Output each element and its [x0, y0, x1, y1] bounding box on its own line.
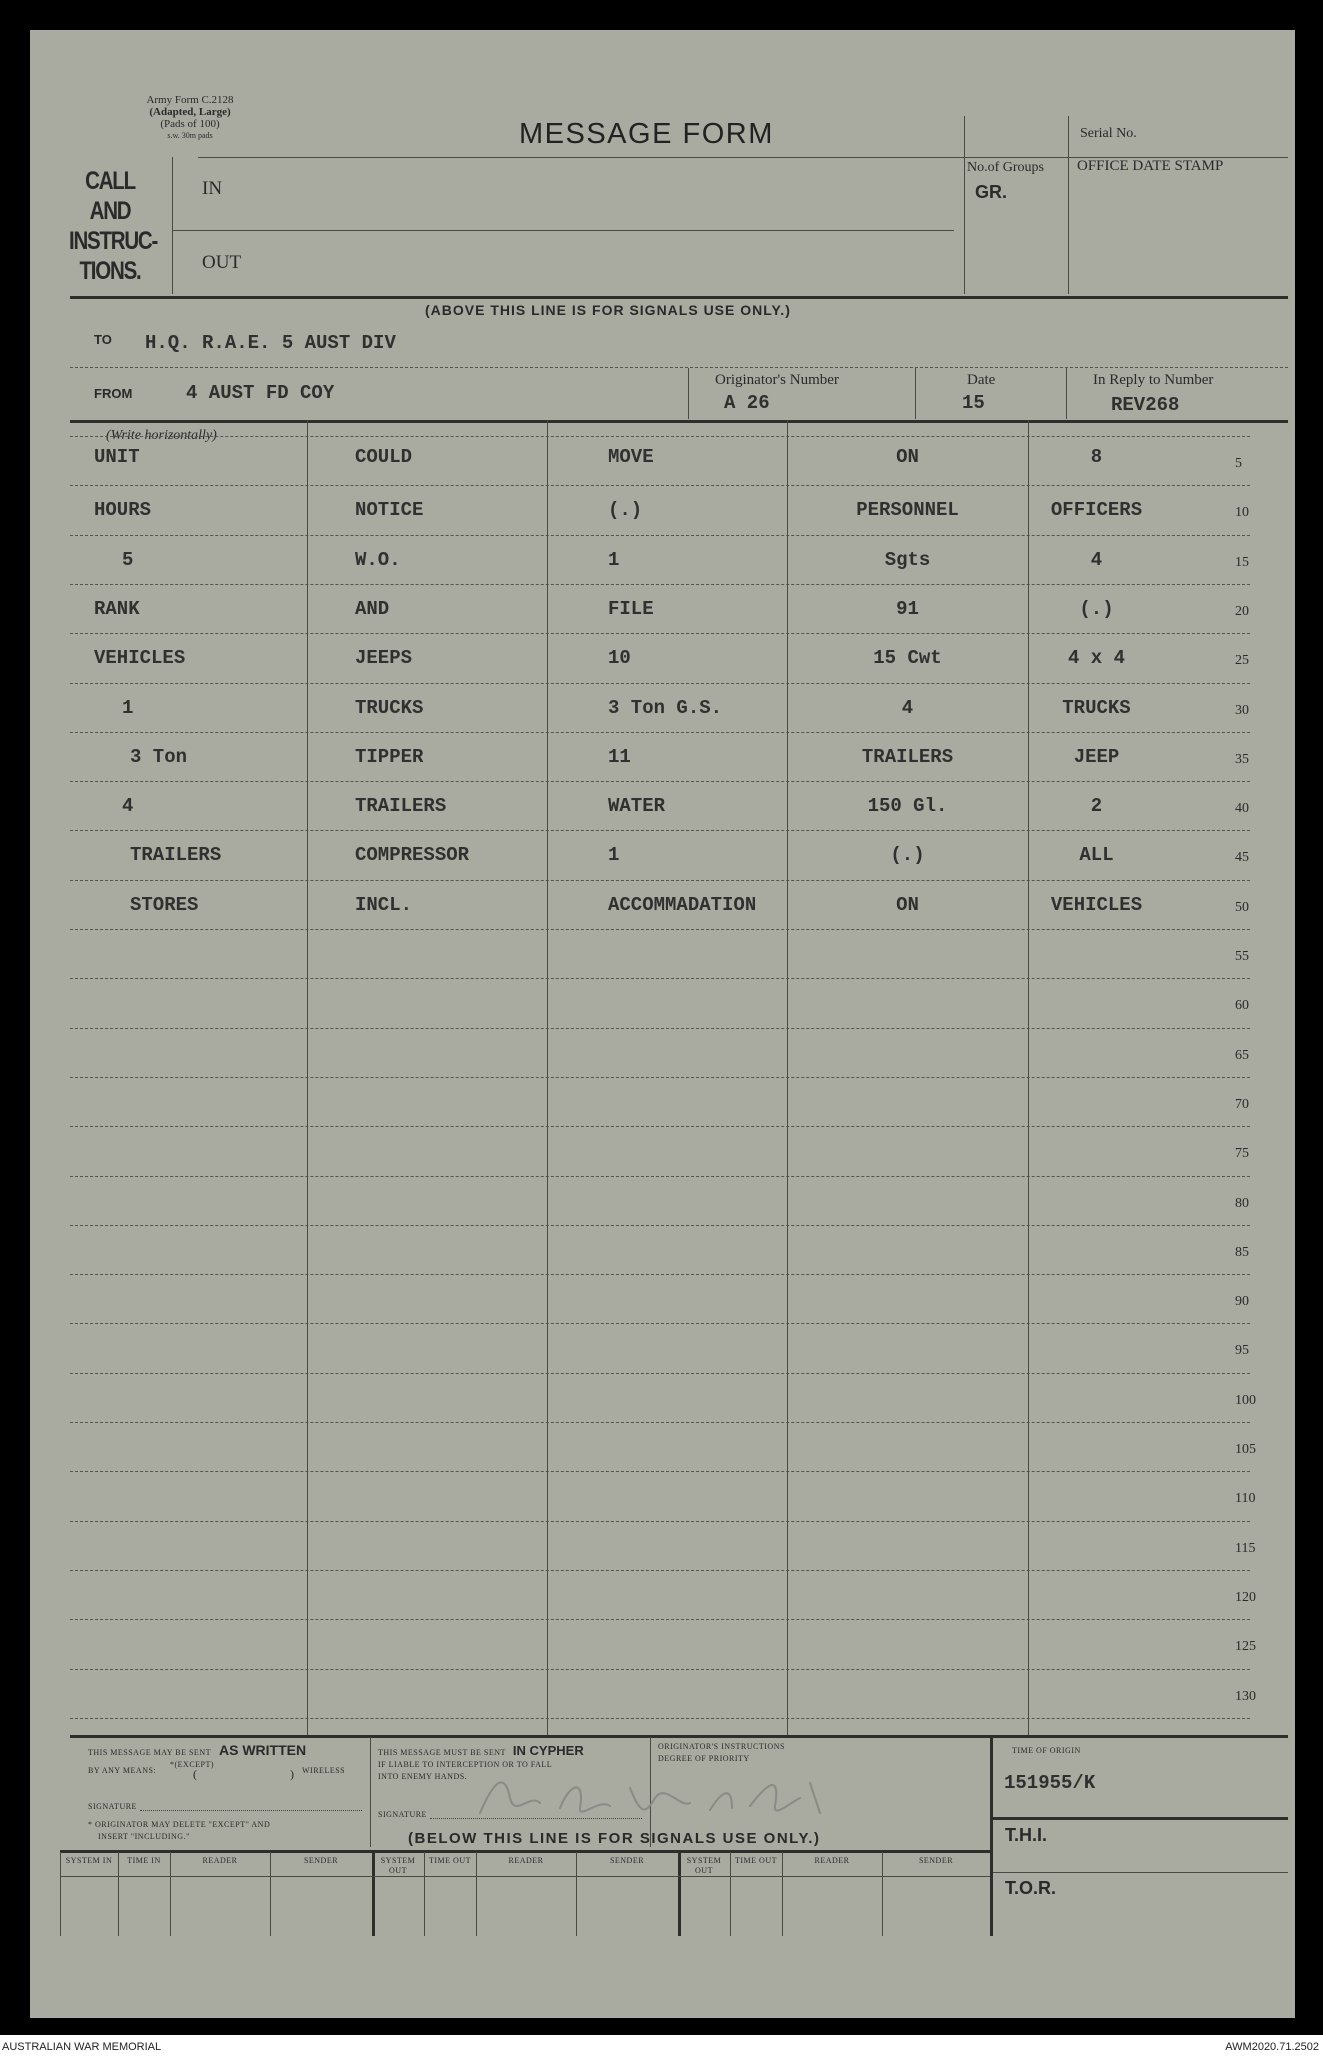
- message-cell: 4 x 4: [1067, 647, 1125, 669]
- message-cell: 15 Cwt: [873, 647, 942, 669]
- by-any-means: BY ANY MEANS:: [88, 1766, 157, 1775]
- system-table-divider: [424, 1852, 425, 1936]
- signature-label-1: SIGNATURE: [88, 1802, 137, 1811]
- message-cell: VEHICLES: [1050, 894, 1143, 916]
- message-cell: TRAILERS: [355, 795, 447, 817]
- line-number: 45: [1235, 850, 1249, 865]
- reply-number-label: In Reply to Number: [1093, 372, 1214, 388]
- system-table-divider: [576, 1852, 577, 1936]
- grid-rule: [70, 1225, 1250, 1226]
- line-number: 15: [1235, 555, 1249, 570]
- call-line-2: AND: [89, 197, 131, 225]
- message-cell: AND: [355, 598, 390, 620]
- cypher-text-c: IF LIABLE TO INTERCEPTION OR TO FALL: [378, 1760, 553, 1769]
- message-form-sheet: [30, 30, 1295, 2018]
- system-table-header-rule: [60, 1876, 990, 1877]
- message-cell: (.): [1079, 598, 1114, 620]
- system-table-divider: [476, 1852, 477, 1936]
- message-cell: 11: [608, 746, 631, 768]
- archive-footer: [0, 2035, 1323, 2061]
- system-table-divider: [730, 1852, 731, 1936]
- system-table-divider: [882, 1852, 883, 1936]
- army-form-label: Army Form C.2128: [146, 94, 234, 106]
- message-cell: TRUCKS: [355, 697, 424, 719]
- system-table-header: SENDER: [918, 1856, 954, 1865]
- adapted-label: (Adapted, Large): [149, 106, 231, 118]
- system-table-header: SYSTEM OUT: [380, 1856, 416, 1875]
- message-cell: OFFICERS: [1050, 499, 1143, 521]
- message-cell: 8: [1090, 446, 1103, 468]
- system-table-divider: [782, 1852, 783, 1936]
- message-cell: 3 Ton: [130, 746, 188, 768]
- grid-rule: [70, 978, 1250, 979]
- cypher-text-b: IN CYPHER: [512, 1743, 584, 1758]
- reply-number-value: REV268: [1111, 394, 1180, 416]
- line-number: 90: [1235, 1294, 1249, 1309]
- message-cell: TRUCKS: [1062, 697, 1131, 719]
- call-line-3: INSTRUC-: [69, 227, 158, 255]
- line-number: 75: [1235, 1146, 1249, 1161]
- except-label: *(EXCEPT): [170, 1760, 215, 1769]
- pads-note: s.w. 30m pads: [167, 131, 213, 140]
- to-label: TO: [94, 332, 112, 347]
- line-number: 105: [1235, 1442, 1256, 1457]
- from-label: FROM: [94, 386, 133, 401]
- line-number: 110: [1235, 1491, 1256, 1506]
- line-number: 5: [1235, 456, 1242, 471]
- grid-rule: [70, 535, 1250, 536]
- message-cell: JEEPS: [355, 647, 413, 669]
- footer-left-credit: AUSTRALIAN WAR MEMORIAL: [2, 2041, 162, 2053]
- grid-column-divider: [307, 420, 308, 1735]
- grid-rule: [70, 929, 1250, 930]
- system-table-divider: [990, 1852, 993, 1936]
- message-cell: 5: [122, 549, 134, 571]
- message-cell: VEHICLES: [94, 647, 186, 669]
- system-table-header: TIME IN: [127, 1856, 161, 1865]
- message-cell: ON: [896, 446, 919, 468]
- grid-rule: [70, 1521, 1250, 1522]
- system-table-divider: [60, 1852, 61, 1936]
- grid-rule: [70, 781, 1250, 782]
- call-line-4: TIONS.: [79, 257, 141, 285]
- pads-label: (Pads of 100): [160, 118, 220, 130]
- in-label: IN: [202, 178, 223, 199]
- to-value: H.Q. R.A.E. 5 AUST DIV: [145, 332, 396, 354]
- message-cell: (.): [608, 499, 643, 521]
- serial-no-label: Serial No.: [1080, 126, 1137, 141]
- grid-rule: [70, 1718, 1250, 1719]
- thi-label: T.H.I.: [1005, 1825, 1048, 1845]
- grid-rule: [70, 1126, 1250, 1127]
- grid-rule: [70, 584, 1250, 585]
- message-cell: 10: [608, 647, 631, 669]
- cypher-block: [378, 1742, 584, 1760]
- cypher-text-d: INTO ENEMY HANDS.: [378, 1772, 468, 1781]
- originator-number-label: Originator's Number: [715, 372, 839, 388]
- degree-priority-label: DEGREE OF PRIORITY: [658, 1754, 750, 1763]
- message-cell: HOURS: [94, 499, 152, 521]
- message-cell: MOVE: [608, 446, 654, 468]
- message-cell: (.): [890, 844, 925, 866]
- line-number: 60: [1235, 998, 1249, 1013]
- system-table-divider: [170, 1852, 171, 1936]
- system-table-header: SYSTEM IN: [65, 1856, 113, 1865]
- office-date-stamp-label: OFFICE DATE STAMP: [1077, 158, 1224, 174]
- system-table-divider: [118, 1852, 119, 1936]
- grid-rule: [70, 1471, 1250, 1472]
- tor-label: T.O.R.: [1005, 1878, 1057, 1898]
- message-cell: 4: [1090, 549, 1103, 571]
- originator-note-b: INSERT "INCLUDING.": [98, 1832, 190, 1841]
- message-cell: RANK: [94, 598, 140, 620]
- message-grid: [30, 30, 1295, 2018]
- message-cell: W.O.: [355, 549, 401, 571]
- message-cell: 4: [901, 697, 914, 719]
- line-number: 85: [1235, 1245, 1249, 1260]
- message-cell: COMPRESSOR: [355, 844, 470, 866]
- line-number: 50: [1235, 900, 1249, 915]
- from-value: 4 AUST FD COY: [186, 382, 335, 404]
- message-cell: 1: [608, 549, 620, 571]
- date-value: 15: [962, 392, 985, 414]
- grid-rule: [70, 1028, 1250, 1029]
- time-of-origin-value: 151955/K: [1004, 1772, 1096, 1794]
- line-number: 95: [1235, 1343, 1249, 1358]
- line-number: 80: [1235, 1196, 1249, 1211]
- form-title: MESSAGE FORM: [519, 118, 774, 150]
- grid-column-divider: [547, 420, 548, 1735]
- call-line-1: CALL: [85, 167, 135, 195]
- grid-rule: [70, 1323, 1250, 1324]
- cypher-text-a: THIS MESSAGE MUST BE SENT: [378, 1748, 506, 1757]
- message-cell: 150 Gl.: [867, 795, 948, 817]
- as-written-block: [88, 1742, 306, 1760]
- line-number: 10: [1235, 505, 1249, 520]
- line-number: 35: [1235, 752, 1249, 767]
- message-cell: TRAILERS: [130, 844, 222, 866]
- message-cell: 3 Ton G.S.: [608, 697, 723, 719]
- footer-right-accession: AWM2020.71.2502: [1225, 2041, 1319, 2053]
- message-cell: UNIT: [94, 446, 140, 468]
- system-table-header: TIME OUT: [735, 1856, 777, 1865]
- message-cell: 2: [1090, 795, 1103, 817]
- message-cell: TIPPER: [355, 746, 424, 768]
- message-cell: 1: [122, 697, 134, 719]
- line-number: 100: [1235, 1393, 1256, 1408]
- groups-value: GR.: [975, 182, 1008, 202]
- system-table-header: SENDER: [303, 1856, 339, 1865]
- message-cell: JEEP: [1073, 746, 1120, 768]
- grid-rule: [70, 633, 1250, 634]
- message-cell: ON: [896, 894, 919, 916]
- grid-rule: [70, 880, 1250, 881]
- above-line-note: (ABOVE THIS LINE IS FOR SIGNALS USE ONLY.): [425, 302, 791, 318]
- signature-label-2: SIGNATURE: [378, 1810, 427, 1819]
- line-number: 25: [1235, 653, 1249, 668]
- system-table-header: READER: [508, 1856, 544, 1865]
- wireless-label: WIRELESS: [302, 1766, 346, 1775]
- grid-rule: [70, 1077, 1250, 1078]
- line-number: 125: [1235, 1639, 1256, 1654]
- message-cell: FILE: [608, 598, 654, 620]
- date-label: Date: [967, 372, 996, 388]
- as-written-text-a: THIS MESSAGE MAY BE SENT: [88, 1748, 211, 1757]
- groups-label: No.of Groups: [967, 160, 1044, 175]
- originator-number-value: A 26: [724, 392, 770, 414]
- message-cell: TRAILERS: [861, 746, 954, 768]
- system-table-header: READER: [814, 1856, 850, 1865]
- message-cell: 1: [608, 844, 620, 866]
- grid-rule: [70, 683, 1250, 684]
- grid-rule: [70, 485, 1250, 486]
- out-label: OUT: [202, 252, 242, 273]
- grid-rule: [70, 1619, 1250, 1620]
- message-cell: 91: [896, 598, 919, 620]
- grid-rule: [70, 436, 1250, 437]
- message-cell: Sgts: [884, 549, 931, 571]
- line-number: 55: [1235, 949, 1249, 964]
- line-number: 20: [1235, 604, 1249, 619]
- originator-instructions-label: ORIGINATOR'S INSTRUCTIONS: [658, 1742, 785, 1751]
- message-cell: COULD: [355, 446, 413, 468]
- below-line-note: (BELOW THIS LINE IS FOR SIGNALS USE ONLY.): [408, 1830, 821, 1847]
- grid-rule: [70, 1373, 1250, 1374]
- message-cell: ALL: [1079, 844, 1114, 866]
- message-cell: PERSONNEL: [856, 499, 959, 521]
- line-number: 115: [1235, 1541, 1256, 1556]
- message-cell: NOTICE: [355, 499, 424, 521]
- grid-rule: [70, 1669, 1250, 1670]
- as-written-text-b: AS WRITTEN: [218, 1742, 307, 1758]
- system-table-divider: [270, 1852, 271, 1936]
- system-table-header: SENDER: [609, 1856, 645, 1865]
- grid-rule: [70, 1570, 1250, 1571]
- originator-note-a: * ORIGINATOR MAY DELETE "EXCEPT" AND: [88, 1820, 271, 1829]
- line-number: 70: [1235, 1097, 1249, 1112]
- except-close-paren: ): [290, 1767, 294, 1781]
- message-cell: 4: [122, 795, 134, 817]
- line-number: 130: [1235, 1689, 1256, 1704]
- system-table-header: TIME OUT: [429, 1856, 471, 1865]
- write-horizontally-note: (Write horizontally): [106, 428, 217, 443]
- grid-rule: [70, 1422, 1250, 1423]
- handwritten-signature: [470, 1768, 870, 1828]
- line-number: 120: [1235, 1590, 1256, 1605]
- grid-rule: [70, 732, 1250, 733]
- line-number: 65: [1235, 1048, 1249, 1063]
- grid-rule: [70, 1176, 1250, 1177]
- grid-rule: [70, 830, 1250, 831]
- message-cell: WATER: [608, 795, 666, 817]
- grid-rule: [70, 1274, 1250, 1275]
- message-cell: ACCOMMADATION: [608, 894, 757, 916]
- system-table-header: SYSTEM OUT: [686, 1856, 722, 1875]
- line-number: 30: [1235, 703, 1249, 718]
- except-open-paren: (: [193, 1767, 197, 1781]
- message-cell: STORES: [130, 894, 199, 916]
- time-of-origin-label: TIME OF ORIGIN: [1012, 1746, 1081, 1755]
- message-cell: INCL.: [355, 894, 413, 916]
- system-table-header: READER: [202, 1856, 238, 1865]
- line-number: 40: [1235, 801, 1249, 816]
